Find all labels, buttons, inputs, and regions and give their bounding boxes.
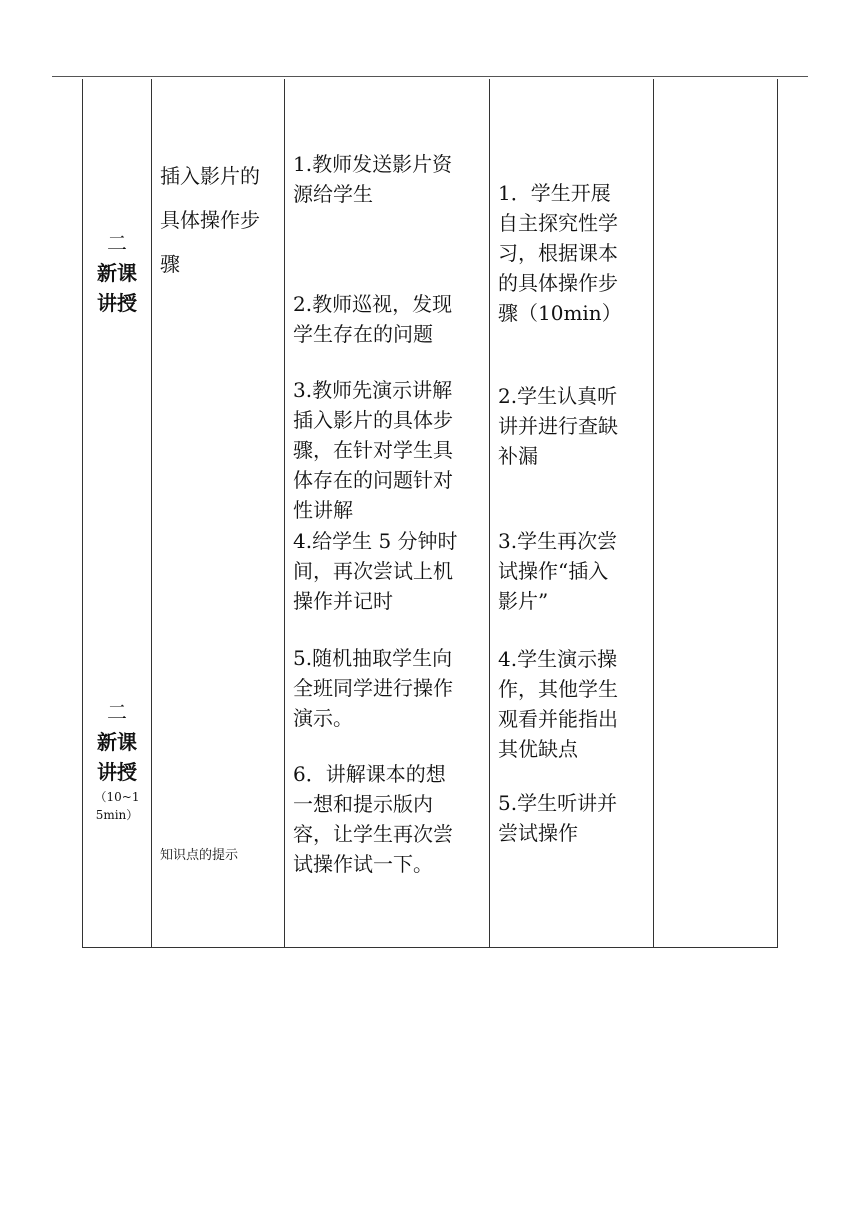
teacher-activity-4: 4.给学生 5 分钟时 间，再次尝试上机 操作并记时 xyxy=(293,529,458,613)
student-activity-5: 5.学生听讲并 尝试操作 xyxy=(498,791,618,845)
stage-label-bottom: 新课 讲授 xyxy=(97,730,137,784)
teacher-activity-6: 6．讲解课本的想 一想和提示版内 容，让学生再次尝 试操作试一下。 xyxy=(293,762,453,876)
student-activity-4: 4.学生演示操 作，其他学生 观看并能指出 其优缺点 xyxy=(498,647,618,761)
student-activity-3: 3.学生再次尝 试操作“插入 影片” xyxy=(498,529,618,613)
column-divider xyxy=(151,79,152,947)
stage-number-bottom: 二 xyxy=(107,700,127,724)
column-divider xyxy=(653,79,654,947)
lesson-plan-table xyxy=(82,79,778,948)
student-activity-2: 2.学生认真听 讲并进行查缺 补漏 xyxy=(498,384,618,468)
stage-number-top: 二 xyxy=(107,231,127,255)
stage-duration: （10~1 5min） xyxy=(94,790,140,822)
content-hint: 知识点的提示 xyxy=(160,848,239,863)
column-divider xyxy=(489,79,490,947)
teacher-activity-3: 3.教师先演示讲解 插入影片的具体步 骤，在针对学生具 体存在的问题针对 性讲解 xyxy=(293,378,453,522)
stage-label-top: 新课 讲授 xyxy=(97,261,137,315)
student-activity-1: 1．学生开展 自主探究性学 习，根据课本 的具体操作步 骤（10min） xyxy=(498,181,622,325)
teacher-activity-2: 2.教师巡视，发现 学生存在的问题 xyxy=(293,292,453,346)
content-topic: 插入影片的 具体操作步 骤 xyxy=(160,164,260,276)
column-divider xyxy=(284,79,285,947)
teacher-activity-5: 5.随机抽取学生向 全班同学进行操作 演示。 xyxy=(293,646,453,730)
header-rule xyxy=(52,76,808,77)
teacher-activity-1: 1.教师发送影片资 源给学生 xyxy=(293,152,453,206)
